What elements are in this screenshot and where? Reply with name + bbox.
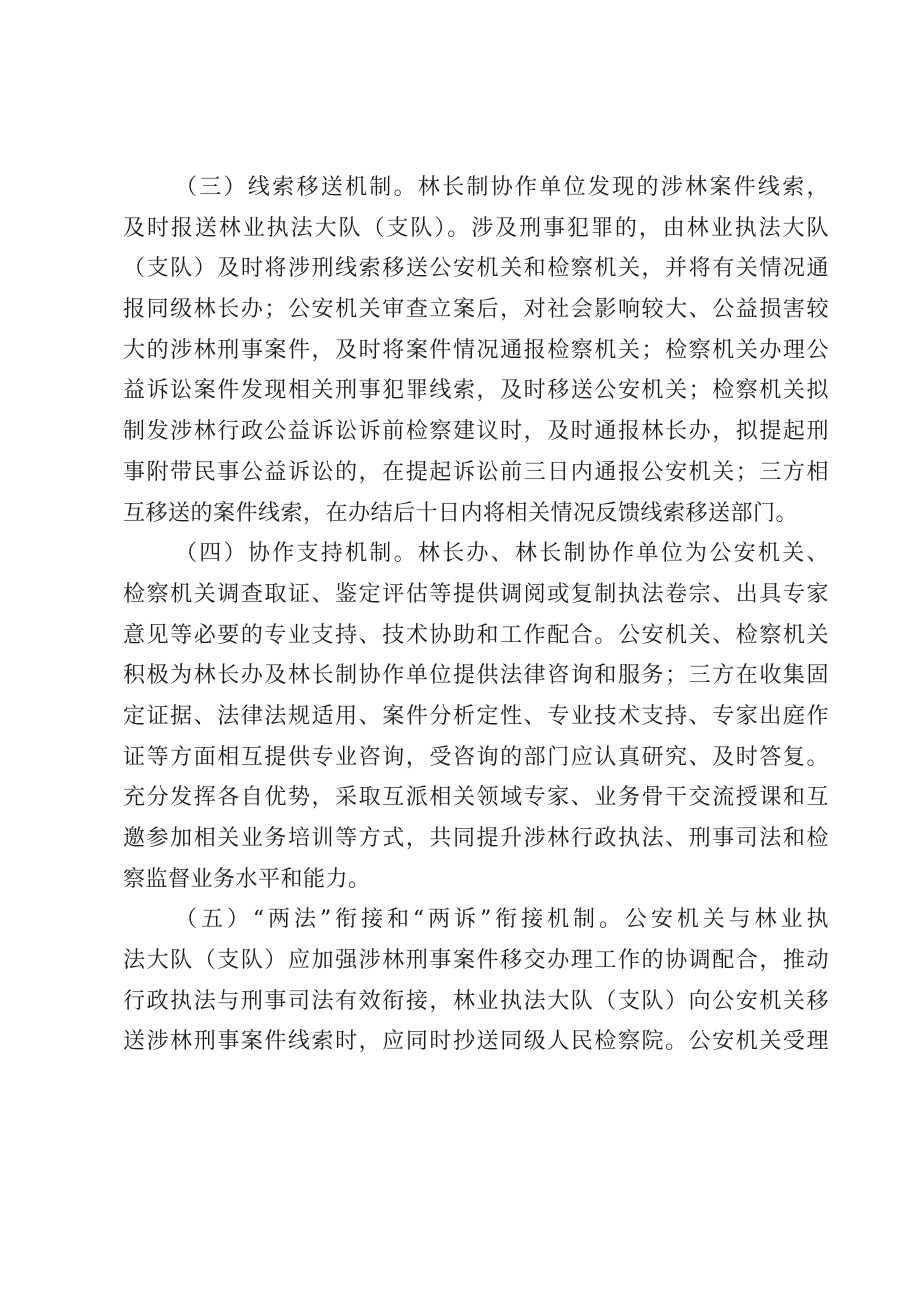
text-line: 察监督业务水平和能力。 xyxy=(123,866,371,892)
text-line: 送涉林刑事案件线索时，应同时抄送同级人民检察院。公安机关受理 xyxy=(123,1029,829,1055)
document-body xyxy=(123,168,829,1063)
text-line: （四）协作支持机制。林长办、林长制协作单位为公安机关、 xyxy=(175,541,829,567)
text-line: 大的涉林刑事案件，及时将案件情况通报检察机关；检察机关办理公 xyxy=(123,337,829,363)
text-line: 法大队（支队）应加强涉林刑事案件移交办理工作的协调配合，推动 xyxy=(123,948,829,974)
text-line: （五）“两法”衔接和“两诉”衔接机制。公安机关与林业执 xyxy=(175,907,829,933)
text-line: 意见等必要的专业支持、技术协助和工作配合。公安机关、检察机关 xyxy=(123,622,829,648)
text-line: 互移送的案件线索，在办结后十日内将相关情况反馈线索移送部门。 xyxy=(123,500,799,526)
text-line: 事附带民事公益诉讼的，在提起诉讼前三日内通报公安机关；三方相 xyxy=(123,459,829,485)
paragraph-collaboration-support-mechanism xyxy=(123,534,829,900)
text-line: 及时报送林业执法大队（支队）。涉及刑事犯罪的，由林业执法大队 xyxy=(123,215,829,241)
paragraph-two-laws-two-suits-mechanism xyxy=(123,900,829,1063)
text-line: 行政执法与刑事司法有效衔接，林业执法大队（支队）向公安机关移 xyxy=(123,988,829,1014)
text-line: 检察机关调查取证、鉴定评估等提供调阅或复制执法卷宗、出具专家 xyxy=(123,581,829,607)
text-line: 报同级林长办；公安机关审查立案后，对社会影响较大、公益损害较 xyxy=(123,297,829,323)
paragraph-clue-transfer-mechanism xyxy=(123,168,829,534)
text-line: （三）线索移送机制。林长制协作单位发现的涉林案件线索， xyxy=(175,175,829,200)
text-line: 积极为林长办及林长制协作单位提供法律咨询和服务；三方在收集固 xyxy=(123,663,829,689)
text-line: 定证据、法律法规适用、案件分析定性、专业技术支持、专家出庭作 xyxy=(123,703,829,729)
text-line: 制发涉林行政公益诉讼诉前检察建议时，及时通报林长办，拟提起刑 xyxy=(123,419,829,445)
text-line: 益诉讼案件发现相关刑事犯罪线索，及时移送公安机关；检察机关拟 xyxy=(123,378,829,404)
text-line: 证等方面相互提供专业咨询，受咨询的部门应认真研究、及时答复。 xyxy=(123,744,829,770)
text-line: （支队）及时将涉刑线索移送公安机关和检察机关，并将有关情况通 xyxy=(123,256,829,282)
text-line: 邀参加相关业务培训等方式，共同提升涉林行政执法、刑事司法和检 xyxy=(123,826,829,851)
text-line: 充分发挥各自优势，采取互派相关领域专家、业务骨干交流授课和互 xyxy=(123,785,829,811)
